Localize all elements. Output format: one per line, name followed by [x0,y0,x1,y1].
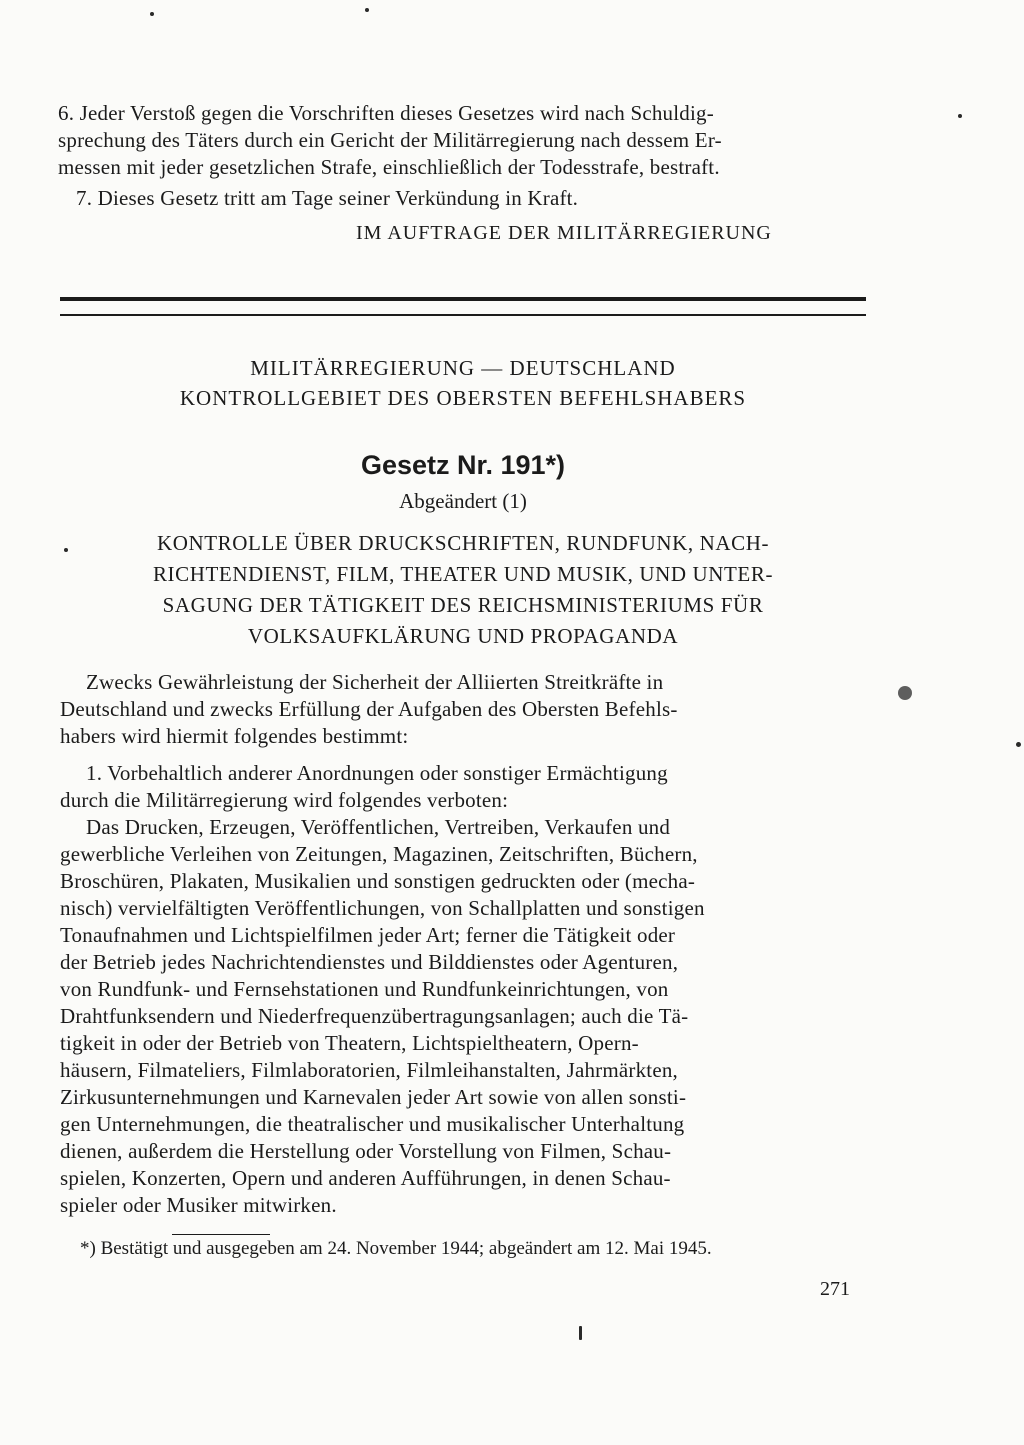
footnote: *) Bestätigt und ausgegeben am 24. November 1944; abgeändert am 12. Mai 1945. [80,1238,712,1259]
section-6-paragraph [58,100,868,181]
text-line: dienen, außerdem die Herstellung oder Vorstellung von Filmen, Schau- [60,1139,672,1163]
section-7-paragraph [58,185,868,212]
amendment-note: Abgeändert (1) [399,489,527,513]
signature-line: IM AUFTRAGE DER MILITÄRREGIERUNG [356,222,772,244]
subject-line: VOLKSAUFKLÄRUNG UND PROPAGANDA [247,624,679,648]
text-line: sprechung des Täters durch ein Gericht der Militärregierung nach dessem Er- [58,128,722,152]
section-1-intro [60,760,872,814]
text-line: Das Drucken, Erzeugen, Veröffentlichen, Vertreiben, Verkaufen und [86,815,671,839]
text-line: der Betrieb jedes Nachrichtendienstes und Bilddienstes oder Agenturen, [60,950,679,974]
text-line: 6. Jeder Verstoß gegen die Vorschriften dieses Gesetzes wird nach Schuldig- [58,101,714,125]
text-line: Zirkusunternehmungen und Karnevalen jeder Art sowie von allen sonsti- [60,1085,687,1109]
text-line: spielen, Konzerten, Opern und anderen Aufführungen, in denen Schau- [60,1166,671,1190]
preamble-paragraph [60,669,872,750]
text-line: Broschüren, Plakaten, Musikalien und sonstigen gedruckten oder (mecha- [60,869,696,893]
text-line: 1. Vorbehaltlich anderer Anordnungen oder sonstiger Ermächtigung [86,761,668,785]
text-line: Tonaufnahmen und Lichtspielfilmen jeder Art; ferner die Tätigkeit oder [60,923,676,947]
scan-speck [898,686,912,700]
text-line: durch die Militärregierung wird folgendes verboten: [60,788,509,812]
text-line: tigkeit in oder der Betrieb von Theatern, Lichtspieltheatern, Opern- [60,1031,639,1055]
text-line: Deutschland und zwecks Erfüllung der Aufgaben des Obersten Befehls- [60,697,678,721]
text-line: gewerbliche Verleihen von Zeitungen, Magazinen, Zeitschriften, Büchern, [60,842,698,866]
text-line: häusern, Filmateliers, Filmlaboratorien, Filmleihanstalten, Jahrmärkten, [60,1058,679,1082]
section-1-body [60,814,872,1219]
subject-line: SAGUNG DER TÄTIGKEIT DES REICHSMINISTERIUMS FÜR [162,593,764,617]
scan-speck [150,12,154,16]
section-divider-thick [60,297,866,301]
subject-line: KONTROLLE ÜBER DRUCKSCHRIFTEN, RUNDFUNK, NACH- [156,531,770,555]
footnote-divider [172,1234,270,1235]
section-divider-thin [60,314,866,316]
text-line: Zwecks Gewährleistung der Sicherheit der Alliierten Streitkräfte in [86,670,664,694]
authority-heading: MILITÄRREGIERUNG — DEUTSCHLAND [250,356,676,380]
text-line: spieler oder Musiker mitwirken. [60,1193,337,1217]
text-line: von Rundfunk- und Fernsehstationen und Rundfunkeinrichtungen, von [60,977,669,1001]
text-line: messen mit jeder gesetzlichen Strafe, einschließlich der Todesstrafe, bestraft. [58,155,720,179]
territory-heading: KONTROLLGEBIET DES OBERSTEN BEFEHLSHABERS [179,386,747,410]
text-line: nisch) vervielfältigten Veröffentlichungen, von Schallplatten und sonstigen [60,896,705,920]
scan-speck [958,114,962,118]
text-line: gen Unternehmungen, die theatralischer und musikalischer Unterhaltung [60,1112,685,1136]
law-title: Gesetz Nr. 191*) [360,450,566,480]
scan-speck [365,8,369,12]
text-line: habers wird hiermit folgendes bestimmt: [60,724,409,748]
law-subject [60,528,866,652]
scan-speck [1016,742,1021,747]
page-number: 271 [820,1278,850,1300]
text-line: 7. Dieses Gesetz tritt am Tage seiner Verkündung in Kraft. [76,186,579,210]
subject-line: RICHTENDIENST, FILM, THEATER UND MUSIK, UND UNTER- [152,562,774,586]
scan-speck [579,1326,582,1340]
text-line: Drahtfunksendern und Niederfrequenzübertragungsanlagen; auch die Tä- [60,1004,689,1028]
